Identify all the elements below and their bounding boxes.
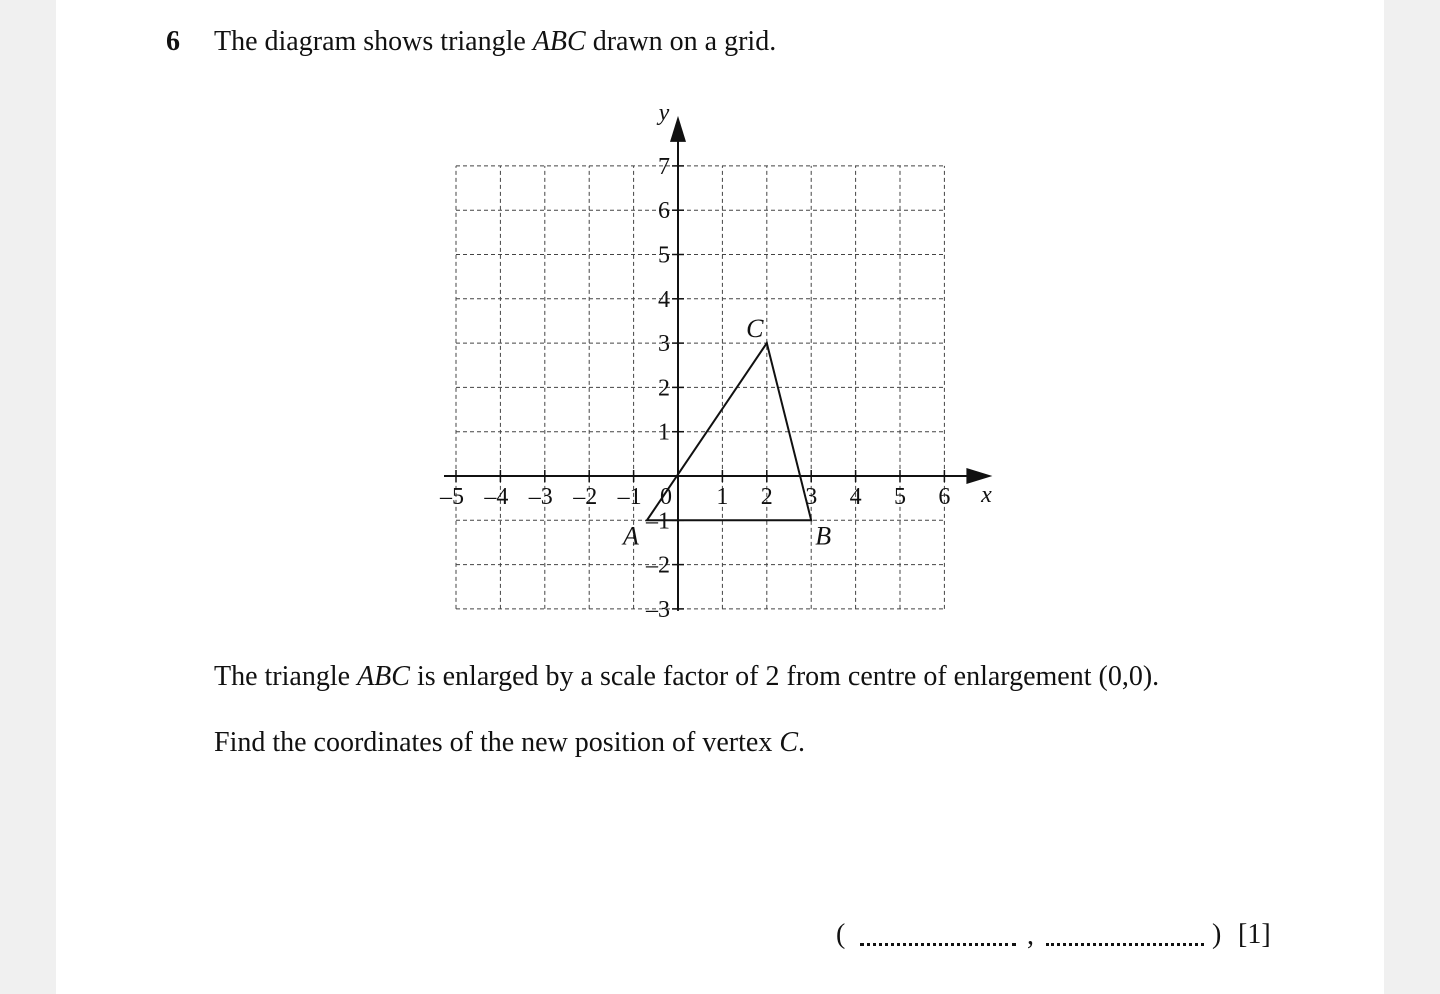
enlargement-statement <box>214 661 1159 693</box>
x-tick-label: 3 <box>805 484 818 510</box>
y-tick-label: 2 <box>658 375 670 402</box>
task-instruction <box>214 727 805 759</box>
x-tick-label: 5 <box>894 484 906 510</box>
y-tick-label: 7 <box>658 153 670 180</box>
statement-text-end: is enlarged by a scale factor of 2 from centre of enlargement (0,0). <box>409 661 1160 692</box>
statement-text-start: The triangle <box>214 661 358 692</box>
intro-text-start: The diagram shows triangle <box>214 26 533 57</box>
x-tick-label: 6 <box>938 484 951 510</box>
x-tick-label: –4 <box>484 484 509 510</box>
vertex-name: C <box>779 727 799 758</box>
y-tick-label: –2 <box>646 552 670 579</box>
question-number: 6 <box>166 26 180 57</box>
marks-label: [1] <box>1238 919 1271 950</box>
y-tick-label: 6 <box>658 198 670 225</box>
task-text-start: Find the coordinates of the new position of vertex <box>214 727 780 758</box>
x-tick-label: 0 <box>660 484 672 510</box>
y-axis-label: y <box>658 99 670 126</box>
x-tick-label: –1 <box>617 484 642 510</box>
triangle-name: ABC <box>532 26 586 57</box>
answer-comma: , <box>1027 920 1034 951</box>
y-axis-arrow <box>670 116 686 142</box>
statement-triangle-name: ABC <box>357 661 410 692</box>
x-tick-label: 4 <box>849 484 862 510</box>
y-tick-label: –1 <box>646 508 670 535</box>
answer-y-field[interactable] <box>1046 943 1204 946</box>
y-tick-label: 1 <box>658 419 670 446</box>
x-tick-label: 2 <box>760 484 773 510</box>
answer-open-paren: ( <box>836 919 846 950</box>
vertex-label-a: A <box>622 521 639 551</box>
x-tick-label: 1 <box>716 484 729 510</box>
task-text-end: . <box>798 727 806 758</box>
vertex-label-b: B <box>815 521 832 551</box>
intro-text-end: drawn on a grid. <box>585 26 777 57</box>
y-tick-label: 4 <box>658 286 670 313</box>
answer-close-paren: ) <box>1212 919 1222 950</box>
x-tick-label: –5 <box>440 484 464 510</box>
y-tick-label: 3 <box>658 331 670 358</box>
x-tick-label: –3 <box>528 484 553 510</box>
answer-x-field[interactable] <box>860 943 1016 946</box>
x-tick-label: –2 <box>573 484 598 510</box>
vertex-label-c: C <box>746 314 764 344</box>
x-axis-label: x <box>981 482 992 508</box>
y-tick-label: –3 <box>646 596 670 623</box>
y-tick-label: 5 <box>658 242 670 269</box>
